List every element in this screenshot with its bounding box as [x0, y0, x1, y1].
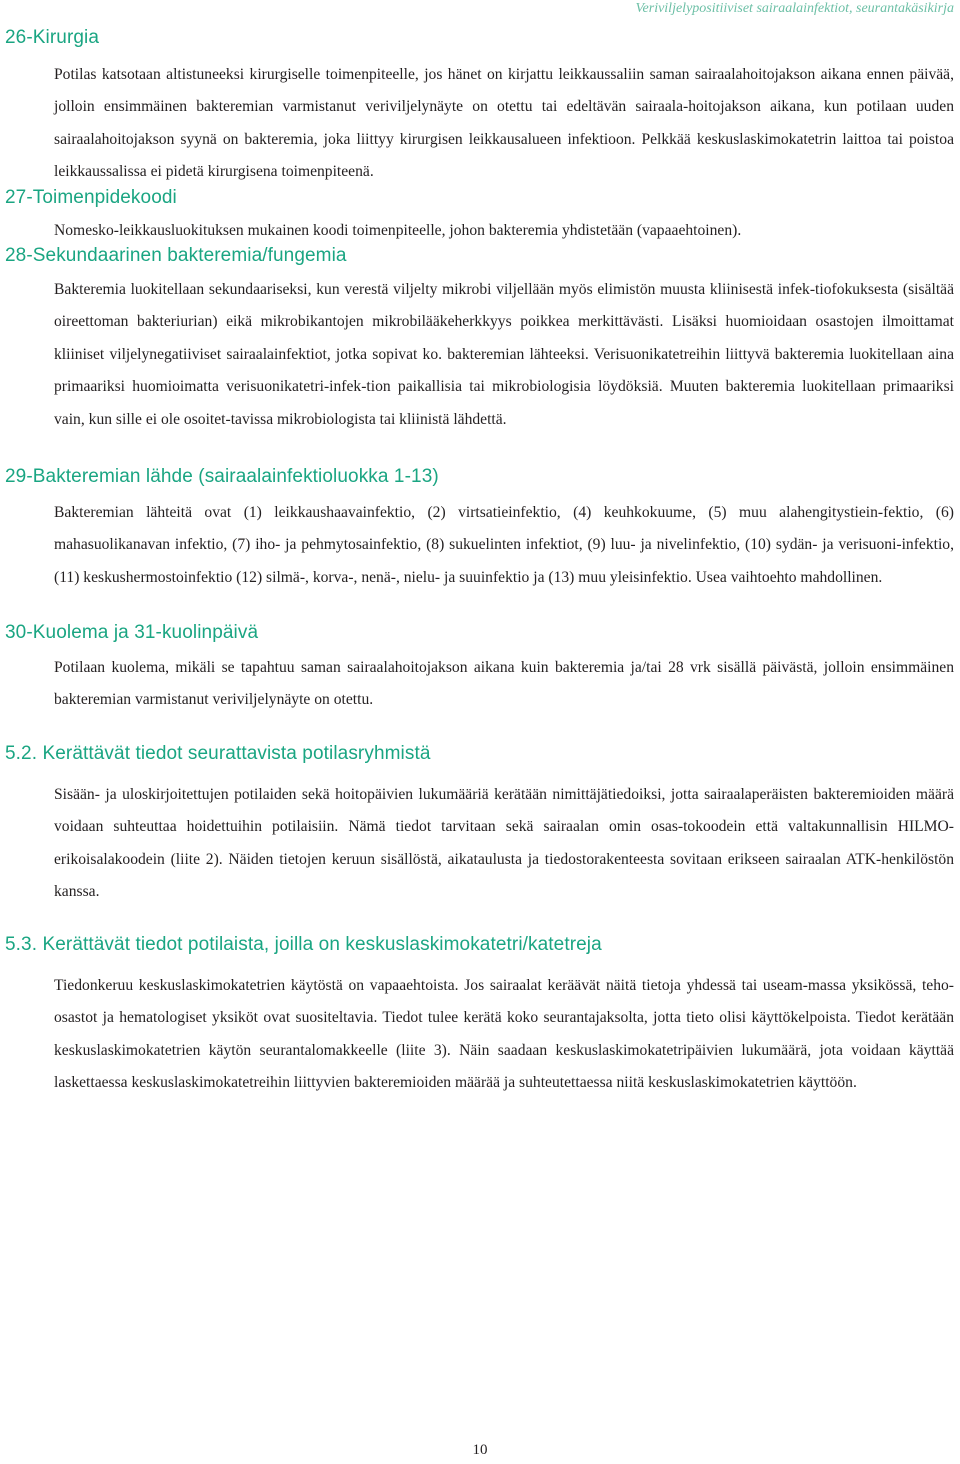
page-number: 10	[472, 1442, 488, 1458]
section-heading-5-2: 5.2. Kerättävät tiedot seurattavista potilasryhmistä	[5, 743, 431, 764]
section-paragraph-28: Bakteremia luokitellaan sekundaariseksi, kun verestä viljelty mikrobi viljellään myös elimistön muusta kliinisestä infek-tiofokuksesta (sisältää oireettoman bakteriurian) eikä mikrobikantojen mikrobilääkeherkkyys poikkea merkittävästi. Lisäksi huomioidaan osastojen ilmoittamat kliiniset viljelynegatiiviset sairaalainfektiot, jotka sopivat ko. bakteremian lähteeksi. Verisuonikatetreihin liittyvä bakteremia luokitellaan aina primaariksi huomioimatta verisuonikatetri-infek-tion paikallisia tai mikrobiologisia löydöksiä. Muuten bakteremia luokitellaan primaariksi vain, kun sille ei ole osoitet-tavissa mikrobiologista tai kliinistä lähdettä.	[54, 281, 954, 428]
section-heading-29: 29-Bakteremian lähde (sairaalainfektioluokka 1-13)	[5, 466, 439, 487]
section-heading-30: 30-Kuolema ja 31-kuolinpäivä	[5, 622, 259, 643]
section-paragraph-30: Potilaan kuolema, mikäli se tapahtuu saman sairaalahoitojakson aikana kuin bakteremia ja/tai 28 vrk sisällä päivästä, jolloin ensimmäinen bakteremian varmistanut veriviljelynäyte on otettu.	[54, 659, 954, 709]
section-heading-27: 27-Toimenpidekoodi	[5, 187, 177, 208]
section-heading-5-3: 5.3. Kerättävät tiedot potilaista, joilla on keskuslaskimokatetri/katetreja	[5, 934, 602, 955]
section-paragraph-5-2: Sisään- ja uloskirjoitettujen potilaiden sekä hoitopäivien lukumääriä kerätään nimittäjätiedoiksi, jotta sairaalaperäisten bakteremioiden määrä voidaan suhteuttaa hoidettuihin potilaisiin. Nämä tiedot tarvitaan sekä sairaalan omin osas-tokoodein että valtakunnallisin HILMO-erikoisalakoodein (liite 2). Näiden tietojen keruun sisällöstä, aikataulusta ja tiedostorakenteesta sovitaan erikseen sairaalan ATK-henkilöstön kanssa.	[54, 786, 954, 901]
section-paragraph-26: Potilas katsotaan altistuneeksi kirurgiselle toimenpiteelle, jos hänet on kirjattu leikkaussaliin saman sairaalahoitojakson aikana ennen päivää, jolloin ensimmäinen bakteremian varmistanut veriviljelynäyte on otettu tai edeltävän sairaala-hoitojakson aikana, kun potilaan uuden sairaalahoitojakson syynä on bakteremia, joka liittyy kirurgisen leikkausalueen infektioon. Pelkkää keskuslaskimokatetrin laittoa tai poistoa leikkaussalissa ei pidetä kirurgisena toimenpiteenä.	[54, 66, 954, 181]
section-paragraph-5-3: Tiedonkeruu keskuslaskimokatetrien käytöstä on vapaaehtoista. Jos sairaalat keräävät näitä tietoja yhdessä tai useam-massa yksikössä, teho-osastot ja hematologiset yksiköt ovat suositeltavia. Tiedot tulee kerätä koko seurantajaksolta, jotta tieto olisi käyttökelpoista. Tiedot kerätään keskuslaskimokatetrien käytön seurantalomakkeelle (liite 3). Näin saadaan keskuslaskimokatetripäivien lukumäärä, jota voidaan käyttää laskettaessa keskuslaskimokatetreihin liittyvien bakteremioiden määrää ja suhteutettaessa niitä keskuslaskimokatetrien käyttöön.	[54, 977, 954, 1092]
section-heading-28: 28-Sekundaarinen bakteremia/fungemia	[5, 245, 347, 266]
running-header: Veriviljelypositiiviset sairaalainfektiot, seurantakäsikirja	[635, 1, 954, 16]
section-paragraph-27: Nomesko-leikkausluokituksen mukainen koodi toimenpiteelle, johon bakteremia yhdistetään (vapaaehtoinen).	[54, 222, 742, 239]
section-heading-26: 26-Kirurgia	[5, 27, 100, 48]
section-paragraph-29: Bakteremian lähteitä ovat (1) leikkaushaavainfektio, (2) virtsatieinfektio, (4) keuhkokuume, (5) muu alahengitystiein-fektio, (6) mahasuolikanavan infektio, (7) iho- ja pehmytosainfektio, (8) sukuelinten infektiot, (9) luu- ja nivelinfektio, (10) sydän- ja verisuoni-infektio, (11) keskushermostoinfektio (12) silmä-, korva-, nenä-, nielu- ja suuinfektio ja (13) muu yleisinfektio. Usea vaihtoehto mahdollinen.	[54, 504, 954, 586]
